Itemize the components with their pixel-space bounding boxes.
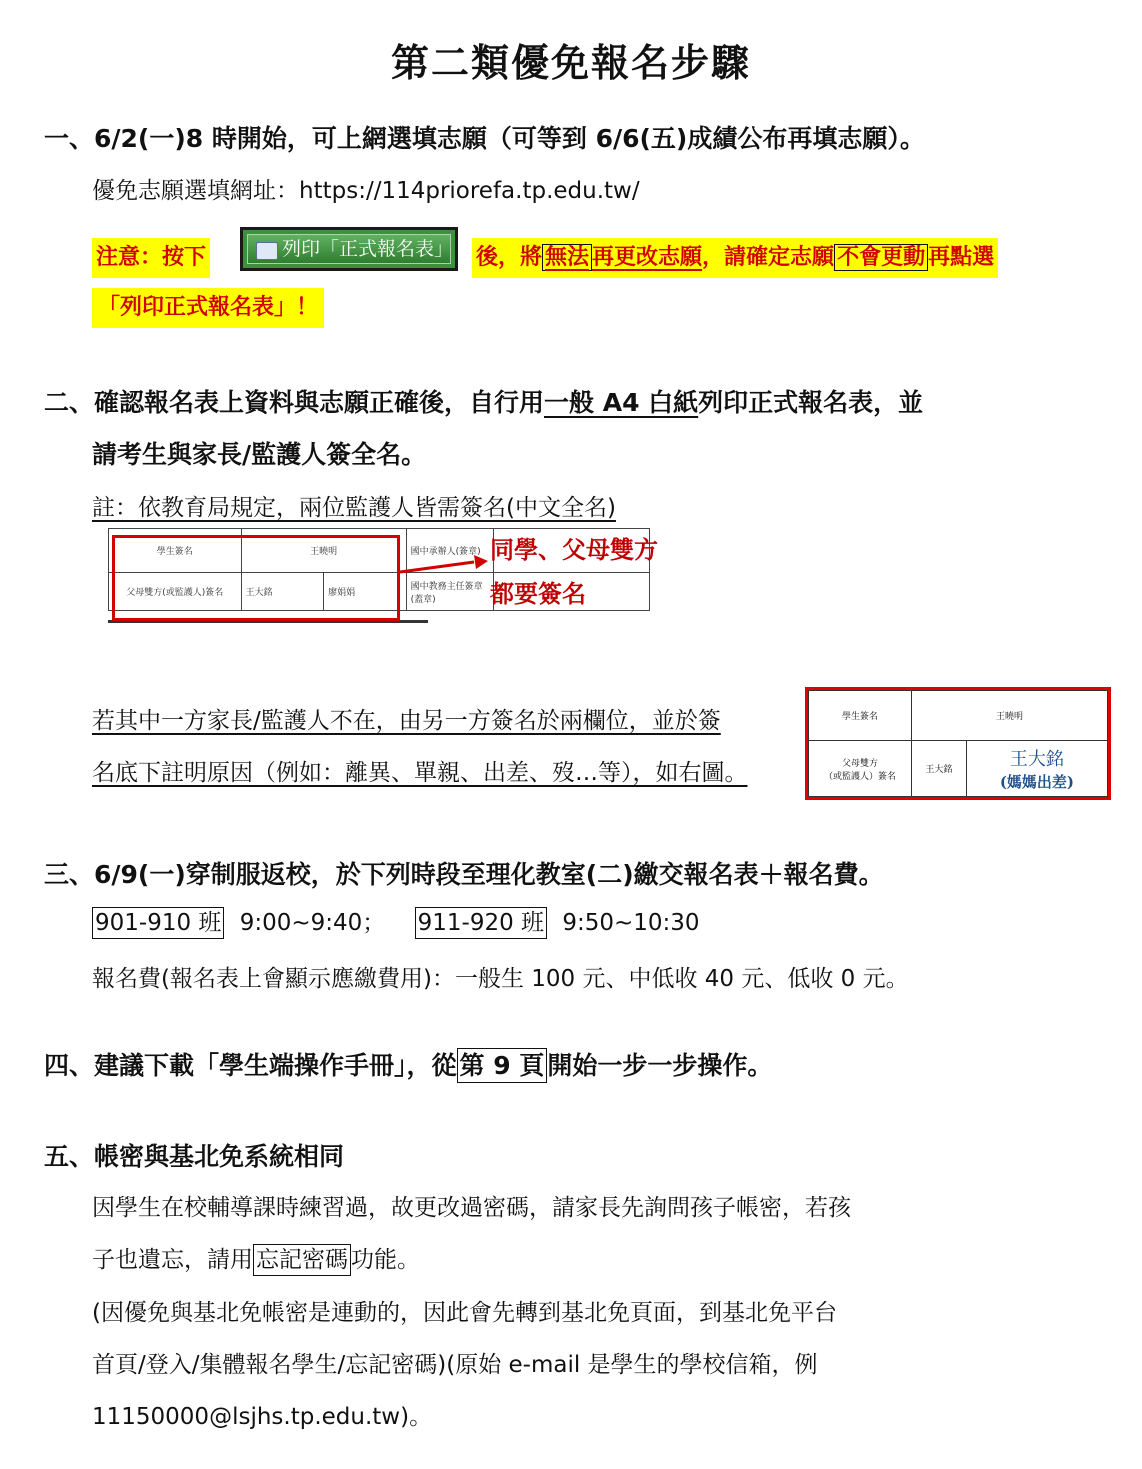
section5-heading: 五、帳密與基北免系統相同 (44, 1142, 345, 1171)
parent-signature-2: 王大銘 (1009, 749, 1064, 770)
section5-line-3: (因優免與基北免帳密是連動的，因此會先轉到基北免頁面，到基北免平台 (92, 1300, 837, 1326)
notice-text: 再點選 (928, 245, 995, 270)
class-range-1: 901-910 班 (92, 907, 224, 939)
notice-cannot: 無法 (542, 244, 592, 271)
section5-line-2 (92, 1241, 420, 1274)
notice-part-a: 注意：按下 (92, 238, 210, 278)
parent-signature-2: 廖娟娟 (324, 573, 407, 611)
line-text: 功能。 (351, 1247, 420, 1273)
parent-label-line: 父母雙方 (841, 758, 878, 769)
callout-line-1: 同學、父母雙方 (490, 535, 658, 564)
student-signature: 王曉明 (912, 691, 1108, 741)
signature-figure-2 (805, 687, 1111, 800)
line-text: 子也遺忘，請用 (92, 1247, 253, 1273)
section3-heading: 三、6/9(一)穿制服返校，於下列時段至理化教室(二)繳交報名表＋報名費。 (44, 860, 884, 889)
arrow-icon (398, 552, 490, 578)
notice-part-c: 「列印正式報名表」！ (92, 288, 324, 328)
time-range-2: 9:50~10:30 (562, 910, 700, 936)
absence-reason: (媽媽出差) (999, 773, 1075, 791)
notice-nochange: 不會更動 (834, 244, 928, 271)
parent-sign-label: 父母雙方(或監護人)簽名 (109, 573, 242, 611)
parent-label-line: （或監護人）簽名 (823, 771, 896, 782)
class-range-2: 911-920 班 (415, 907, 547, 939)
note-guardians: 註：依教育局規定，兩位監護人皆需簽名(中文全名) (92, 495, 616, 521)
section2-heading-cont: 請考生與家長/監護人簽全名。 (92, 440, 427, 469)
section1-heading: 一、6/2(一)8 時開始，可上網選填志願（可等到 6/6(五)成績公布再填志願）。 (44, 124, 925, 153)
time-range-1: 9:00~9:40； (239, 910, 386, 936)
print-form-button[interactable] (240, 227, 458, 271)
section5-line-4: 首頁/登入/集體報名學生/忘記密碼)(原始 e-mail 是學生的學校信箱，例 (92, 1352, 818, 1378)
print-button-label: 列印「正式報名表」 (282, 238, 454, 260)
notice-text: 後，將 (476, 245, 543, 270)
heading-text: 四、建議下載「學生端操作手冊」，從 (44, 1051, 457, 1080)
forgot-password-box: 忘記密碼 (253, 1244, 351, 1276)
page-number-box: 第 9 頁 (457, 1048, 548, 1083)
page-title: 第二類優免報名步驟 (390, 41, 751, 85)
a4-paper: 一般 A4 白紙 (544, 388, 699, 417)
absent-parent-line-1: 若其中一方家長/監護人不在，由另一方簽名於兩欄位，並於簽 (92, 708, 721, 734)
section5-line-5: 11150000@lsjhs.tp.edu.tw)。 (92, 1404, 433, 1430)
parent-signature-2-cell (966, 741, 1107, 797)
url-line[interactable]: 優免志願選填網址：https://114priorefa.tp.edu.tw/ (92, 178, 640, 204)
section4-heading (44, 1046, 772, 1082)
printer-icon (256, 242, 278, 260)
heading-text: 二、確認報名表上資料與志願正確後，自行用 (44, 388, 545, 417)
highlight-frame (112, 535, 400, 621)
absent-parent-line-2: 名底下註明原因（例如：離異、單親、出差、歿…等），如右圖。 (92, 760, 748, 786)
notice-change: 再更改志願 (592, 245, 703, 270)
parent-signature-1: 王大銘 (241, 573, 324, 611)
heading-text: 開始一步一步操作。 (547, 1051, 773, 1080)
section2-heading (44, 383, 923, 419)
parent-signature-1: 王大銘 (912, 741, 967, 797)
student-sign-label: 學生簽名 (809, 691, 912, 741)
student-signature: 王曉明 (241, 529, 406, 573)
fee-line: 報名費(報名表上會顯示應繳費用)：一般生 100 元、中低收 40 元、低收 0 元。 (92, 966, 909, 992)
right-label-2: 國中教務主任簽章(蓋章) (406, 573, 494, 611)
callout-line-2: 都要簽名 (490, 579, 586, 608)
right-label-1: 國中承辦人(簽章) (406, 529, 494, 573)
time-slots (92, 904, 700, 937)
notice-text: ，請確定志願 (702, 245, 835, 270)
parent-sign-label (809, 741, 912, 797)
heading-text: 列印正式報名表，並 (698, 388, 924, 417)
student-sign-label: 學生簽名 (109, 529, 242, 573)
section5-line-1: 因學生在校輔導課時練習過，故更改過密碼，請家長先詢問孩子帳密，若孩 (92, 1195, 851, 1221)
notice-part-b (472, 238, 998, 278)
